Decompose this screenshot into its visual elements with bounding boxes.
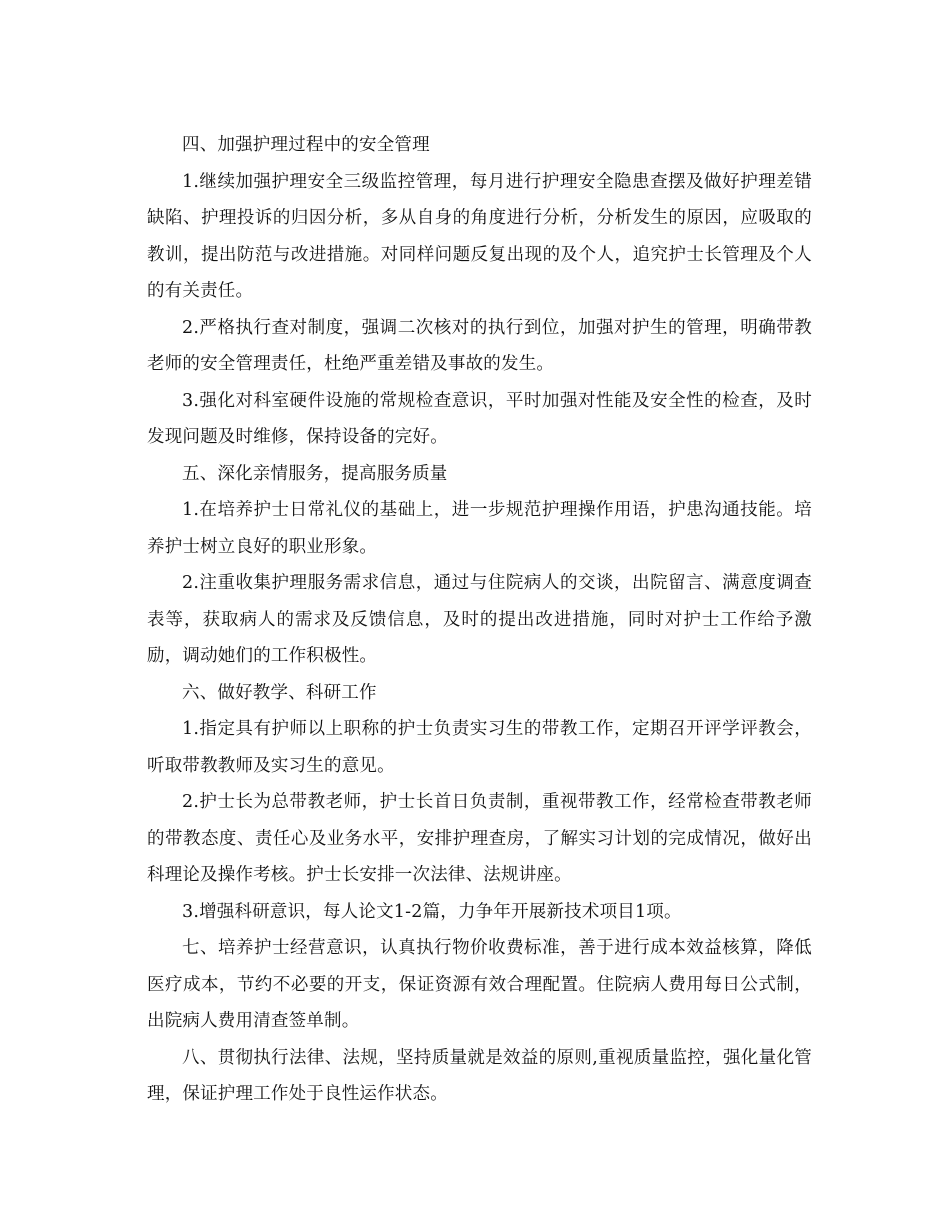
section-5-item-1: 1.在培养护士日常礼仪的基础上，进一步规范护理操作用语，护患沟通技能。培养护士树立良好的职业形象。: [147, 500, 812, 557]
section-6-item-3: 3.增强科研意识，每人论文1-2篇，力争年开展新技术项目1项。: [182, 901, 682, 922]
section-heading-6: 六、做好教学、科研工作: [182, 682, 377, 703]
section-4-item-1: 1.继续加强护理安全三级监控管理，每月进行护理安全隐患查摆及做好护理差错缺陷、护理投诉的归因分析，多从自身的角度进行分析，分析发生的原因，应吸取的教训，提出防范与改进措施。对同样问题反复出现的及个人，追究护士长管理及个人的有关责任。: [147, 171, 812, 301]
section-8-paragraph: 八、贯彻执行法律、法规，坚持质量就是效益的原则,重视质量监控，强化量化管理，保证护理工作处于良性运作状态。: [147, 1047, 812, 1104]
section-5-item-2: 2.注重收集护理服务需求信息，通过与住院病人的交谈，出院留言、满意度调查表等，获取病人的需求及反馈信息，及时的提出改进措施，同时对护士工作给予激励，调动她们的工作积极性。: [147, 573, 812, 666]
section-7-paragraph: 七、培养护士经营意识，认真执行物价收费标准，善于进行成本效益核算，降低医疗成本，节约不必要的开支，保证资源有效合理配置。住院病人费用每日公式制，出院病人费用清查签单制。: [147, 938, 812, 1031]
section-heading-4: 四、加强护理过程中的安全管理: [182, 135, 430, 155]
section-4-item-3: 3.强化对科室硬件设施的常规检查意识，平时加强对性能及安全性的检查，及时发现问题及时维修，保持设备的完好。: [147, 390, 812, 447]
section-4-item-2: 2.严格执行查对制度，强调二次核对的执行到位，加强对护生的管理，明确带教老师的安全管理责任，杜绝严重差错及事故的发生。: [147, 317, 812, 374]
section-heading-5: 五、深化亲情服务，提高服务质量: [182, 463, 448, 484]
document-body: [147, 127, 812, 1113]
section-6-item-2: 2.护士长为总带教老师，护士长首日负责制，重视带教工作，经常检查带教老师的带教态度、责任心及业务水平，安排护理查房，了解实习计划的完成情况，做好出科理论及操作考核。护士长安排一次法律、法规讲座。: [147, 792, 812, 885]
section-6-item-1: 1.指定具有护师以上职称的护士负责实习生的带教工作，定期召开评学评教会，听取带教教师及实习生的意见。: [147, 719, 812, 776]
